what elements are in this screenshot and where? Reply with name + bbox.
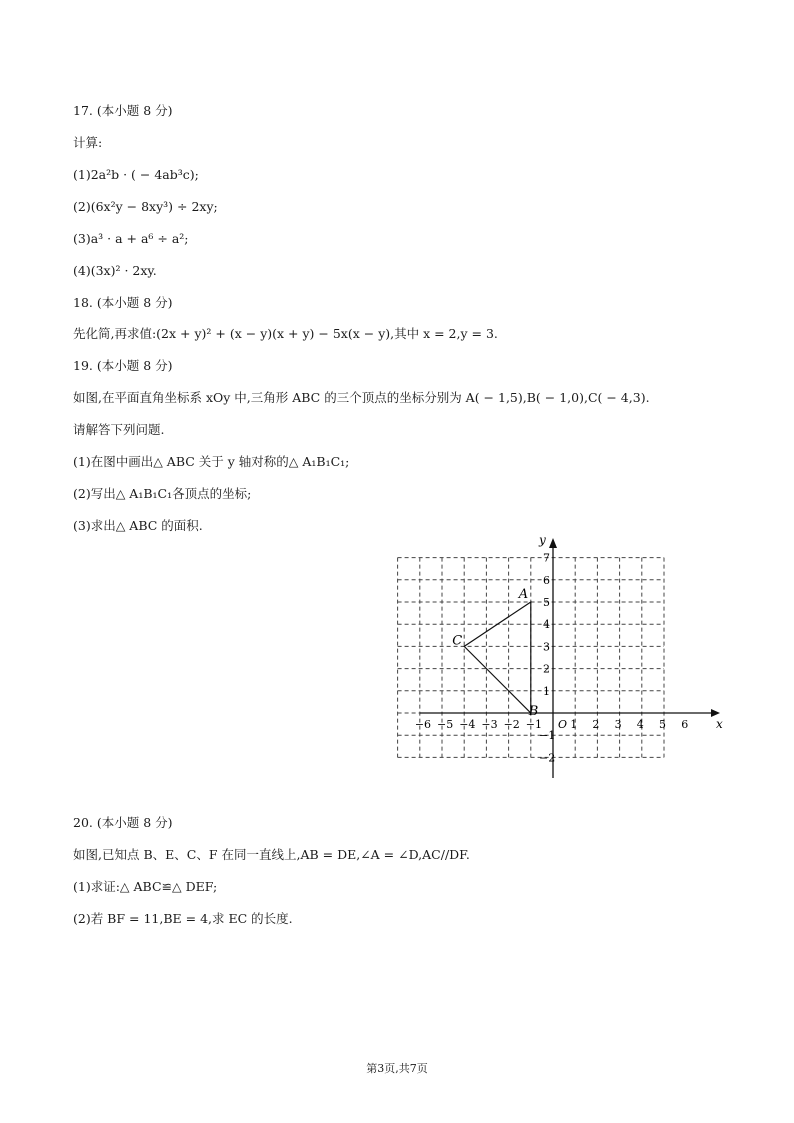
q19-item-1: (1)在图中画出△ ABC 关于 y 轴对称的△ A₁B₁C₁;: [73, 454, 350, 469]
x-tick-label: −4: [459, 718, 476, 731]
y-axis-label: y: [539, 533, 546, 547]
page-footer: 第3页,共7页: [366, 1062, 428, 1075]
vertex-label-a: A: [518, 587, 529, 602]
q18-heading: 18. (本小题 8 分): [73, 295, 173, 310]
q19-item-2: (2)写出△ A₁B₁C₁各顶点的坐标;: [73, 486, 252, 501]
y-tick-label: 6: [543, 573, 550, 587]
x-tick-label: −3: [481, 718, 498, 731]
q19-text-line-1: 如图,在平面直角坐标系 xOy 中,三角形 ABC 的三个顶点的坐标分别为 A( − 1,5),B( − 1,0),C( − 4,3).: [73, 390, 650, 405]
q17-heading: 17. (本小题 8 分): [73, 103, 173, 118]
coordinate-grid-figure: [414, 528, 730, 783]
origin-label: O: [558, 718, 568, 731]
q17-item-1: (1)2a²b · ( − 4ab³c);: [73, 167, 199, 182]
axes: [420, 533, 723, 778]
x-tick-label: 6: [681, 718, 689, 731]
x-axis-arrow: [711, 709, 720, 717]
x-tick-label: 4: [636, 718, 644, 731]
q20-item-2: (2)若 BF = 11,BE = 4,求 EC 的长度.: [73, 911, 293, 926]
q20-heading: 20. (本小题 8 分): [73, 815, 173, 830]
x-tick-label: −2: [503, 718, 520, 731]
y-tick-label: −1: [539, 729, 556, 743]
q20-text: 如图,已知点 B、E、C、F 在同一直线上,AB = DE,∠A = ∠D,AC//DF.: [73, 847, 470, 862]
triangle-outline: [464, 602, 531, 713]
x-tick-label: −1: [525, 718, 543, 731]
q17-item-3: (3)a³ · a + a⁶ ÷ a²;: [73, 231, 189, 246]
q19-item-3: (3)求出△ ABC 的面积.: [73, 518, 203, 533]
x-tick-label: 1: [570, 718, 578, 731]
q17-intro: 计算:: [73, 135, 103, 150]
y-axis-arrow: [549, 538, 557, 548]
vertex-label-c: C: [452, 633, 463, 649]
x-tick-label: 2: [592, 718, 600, 731]
q19-text-line-2: 请解答下列问题.: [73, 422, 165, 437]
x-tick-label: −5: [437, 718, 454, 731]
x-axis-label: x: [716, 717, 723, 731]
q17-item-2: (2)(6x²y − 8xy³) ÷ 2xy;: [73, 199, 218, 214]
y-tick-label: −2: [539, 751, 556, 765]
x-tick-label: −6: [414, 718, 432, 731]
y-tick-label: 7: [543, 551, 550, 565]
y-tick-label: 5: [543, 596, 550, 609]
q18-text: 先化简,再求值:(2x + y)² + (x − y)(x + y) − 5x(x − y),其中 x = 2,y = 3.: [73, 326, 498, 341]
x-tick-label: 5: [659, 718, 666, 731]
q19-heading: 19. (本小题 8 分): [73, 358, 173, 373]
y-tick-label: 3: [543, 640, 550, 654]
tick-labels: [415, 552, 688, 765]
triangle-abc: [452, 587, 538, 719]
q17-item-4: (4)(3x)² · 2xy.: [73, 263, 157, 278]
x-tick-label: 3: [614, 718, 622, 731]
y-tick-label: 2: [543, 662, 550, 676]
q20-item-1: (1)求证:△ ABC≌△ DEF;: [73, 879, 218, 894]
y-tick-label: 1: [543, 684, 550, 698]
vertex-label-b: B: [528, 704, 539, 719]
y-tick-label: 4: [543, 618, 550, 632]
